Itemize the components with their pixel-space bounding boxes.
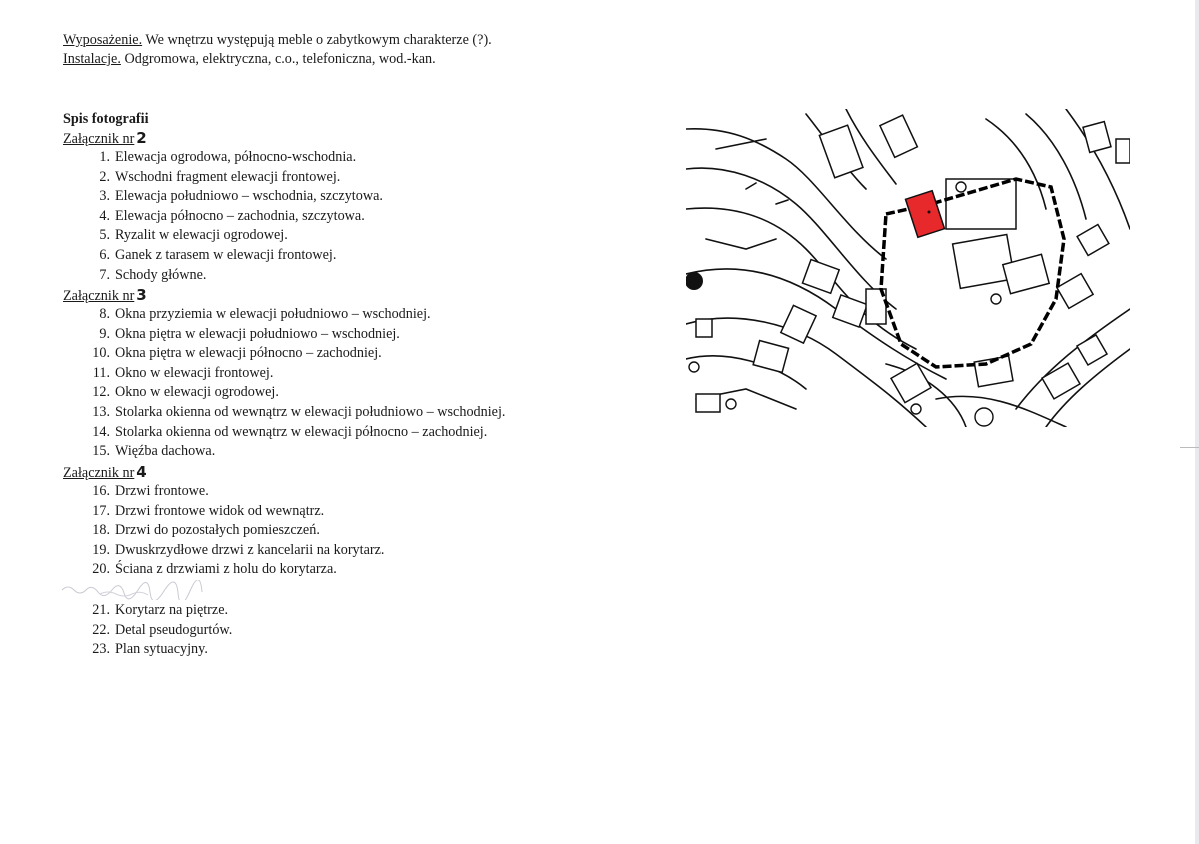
item-number: 5. [99, 227, 110, 244]
item-number: 20. [92, 561, 110, 578]
item-text: Elewacja południowo – wschodnia, szczytowa. [115, 188, 383, 205]
item-text: Korytarz na piętrze. [115, 602, 229, 618]
item-text: Okna przyziemia w elewacji południowo – wschodniej. [115, 306, 431, 322]
item-number: 7. [99, 266, 110, 283]
item-number: 23. [92, 641, 110, 658]
item-number: 1. [99, 149, 110, 165]
item-number: 3. [99, 188, 110, 205]
item-number: 8. [99, 306, 110, 322]
equipment-text: We wnętrzu występują meble o zabytkowym charakterze (?). [142, 32, 492, 48]
equipment-label: Wyposażenie. [63, 32, 143, 48]
item-number: 2. [99, 168, 110, 185]
item-number: 9. [99, 325, 110, 342]
item-number: 11. [92, 364, 110, 381]
item-number: 6. [99, 246, 110, 263]
attachment-heading-3 [63, 286, 147, 307]
item-text: Okno w elewacji ogrodowej. [115, 384, 279, 401]
item-text: Drzwi do pozostałych pomieszczeń. [115, 522, 320, 539]
installations-line [63, 50, 436, 70]
attachment-label: Załącznik nr [63, 131, 135, 147]
item-text: Dwuskrzydłowe drzwi z kancelarii na korytarz. [115, 541, 385, 558]
scan-edge [1195, 0, 1199, 844]
item-number: 17. [92, 502, 110, 519]
item-number: 21. [92, 602, 110, 618]
item-text: Ganek z tarasem w elewacji frontowej. [115, 246, 337, 263]
item-text: Elewacja północno – zachodnia, szczytowa. [115, 207, 365, 224]
item-text: Więźba dachowa. [115, 443, 216, 460]
attachment-number: 3 [136, 286, 147, 304]
item-text: Ściana z drzwiami z holu do korytarza. [115, 561, 337, 578]
photo-list-title: Spis fotografii [63, 111, 149, 127]
attachment-number: 4 [136, 463, 147, 481]
installations-label: Instalacje. [63, 51, 121, 67]
attachment-heading-4 [63, 463, 147, 484]
item-number: 4. [99, 207, 110, 224]
item-text: Detal pseudogurtów. [115, 621, 233, 638]
item-number: 12. [92, 384, 110, 401]
item-text: Plan sytuacyjny. [115, 641, 208, 658]
installations-text: Odgromowa, elektryczna, c.o., telefoniczna, wod.-kan. [120, 51, 436, 67]
item-text: Stolarka okienna od wewnątrz w elewacji południowo – wschodniej. [115, 403, 506, 420]
item-number: 15. [92, 443, 110, 460]
item-text: Elewacja ogrodowa, północno-wschodnia. [115, 149, 357, 165]
item-text: Okna piętra w elewacji północno – zachodniej. [115, 345, 382, 362]
scan-mark [1180, 447, 1199, 448]
item-number: 18. [92, 522, 110, 539]
item-number: 10. [92, 345, 110, 362]
item-number: 14. [92, 423, 110, 440]
item-text: Stolarka okienna od wewnątrz w elewacji północno – zachodniej. [115, 423, 488, 440]
item-number: 22. [92, 621, 110, 638]
attachment-number: 2 [136, 129, 147, 147]
faint-handwritten-mark [60, 580, 220, 600]
item-text: Drzwi frontowe. [115, 483, 209, 499]
item-text: Ryzalit w elewacji ogrodowej. [115, 227, 288, 244]
item-text: Okno w elewacji frontowej. [115, 364, 274, 381]
item-text: Schody główne. [115, 266, 207, 283]
item-text: Drzwi frontowe widok od wewnątrz. [115, 502, 325, 519]
site-plan-map [686, 109, 1130, 427]
highlighted-parcel [906, 191, 945, 238]
item-number: 16. [92, 483, 110, 499]
equipment-line [63, 31, 492, 51]
item-text: Okna piętra w elewacji południowo – wschodniej. [115, 325, 400, 342]
attachment-label: Załącznik nr [63, 288, 135, 304]
item-number: 13. [92, 403, 110, 420]
attachment-label: Załącznik nr [63, 465, 135, 481]
attachment-heading-2 [63, 129, 147, 150]
item-text: Wschodni fragment elewacji frontowej. [115, 168, 341, 185]
item-number: 19. [92, 541, 110, 558]
